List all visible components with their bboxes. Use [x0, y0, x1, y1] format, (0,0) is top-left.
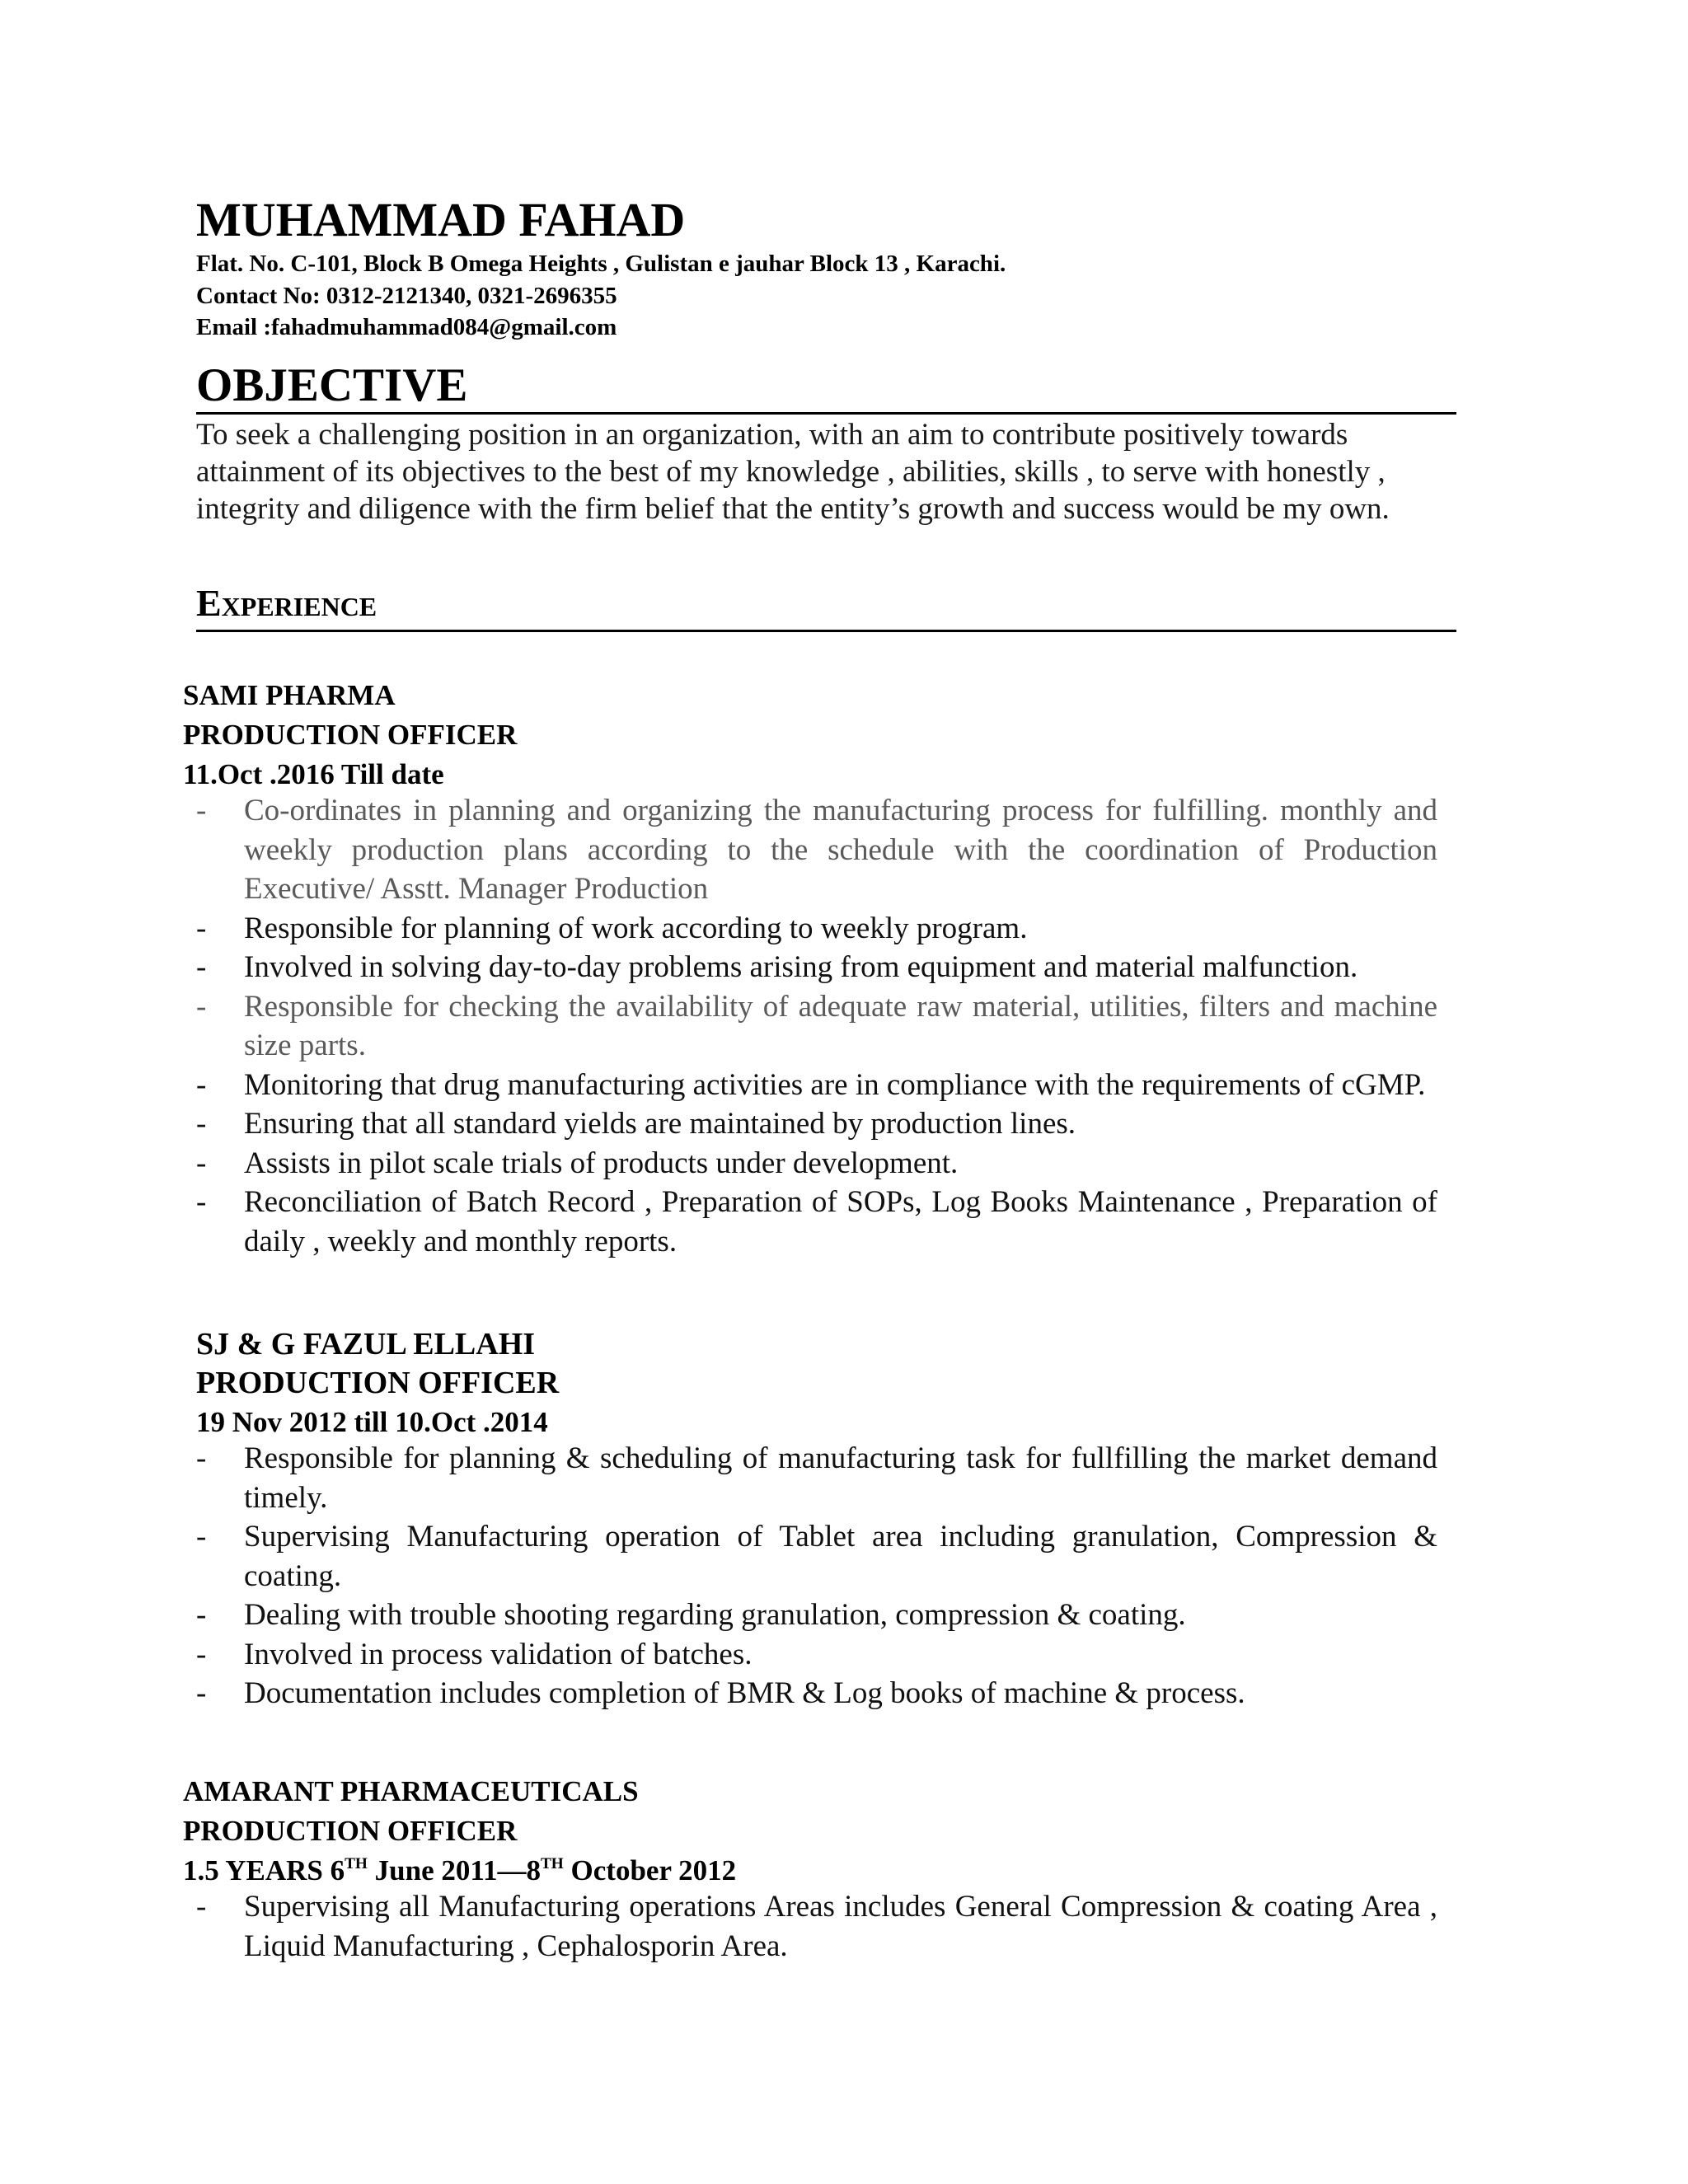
- objective-divider: [196, 412, 1456, 415]
- email-line: Email :fahadmuhammad084@gmail.com: [196, 314, 617, 340]
- job-dates: 11.Oct .2016 Till date: [183, 758, 444, 790]
- duty-item: - Dealing with trouble shooting regarding granulation, compression & coating.: [196, 1596, 1437, 1635]
- job-duties-list: [196, 1439, 1437, 1713]
- job-company: AMARANT PHARMACEUTICALS: [183, 1775, 639, 1807]
- duty-item: - Co-ordinates in planning and organizing the manufacturing process for fulfilling. monthly and weekly production plans according to the schedule with the coordination of Production Executive/ Asstt. Manager Production: [196, 791, 1437, 909]
- duty-item: - Supervising all Manufacturing operations Areas includes General Compression & coating Area , Liquid Manufacturing , Cephalosporin Area.: [196, 1887, 1437, 1966]
- job-dates: 1.5 YEARS 6TH June 2011—8TH October 2012: [183, 1854, 737, 1886]
- duty-item: - Assists in pilot scale trials of products under development.: [196, 1144, 1437, 1183]
- job-company: SJ & G FAZUL ELLAHI: [196, 1327, 536, 1361]
- contact-line: Contact No: 0312-2121340, 0321-2696355: [196, 283, 617, 309]
- duty-item: - Involved in solving day-to-day problems arising from equipment and material malfunction.: [196, 948, 1437, 987]
- job-duties-list: [196, 791, 1437, 1261]
- experience-divider: [196, 630, 1456, 632]
- duty-item: - Documentation includes completion of BMR & Log books of machine & process.: [196, 1674, 1437, 1713]
- job-duties-list: [196, 1887, 1437, 1966]
- duty-item: - Responsible for planning of work according to weekly program.: [196, 909, 1437, 949]
- duty-item: - Involved in process validation of batches.: [196, 1635, 1437, 1675]
- job-role: PRODUCTION OFFICER: [183, 719, 518, 751]
- job-company: SAMI PHARMA: [183, 679, 396, 711]
- job-role: PRODUCTION OFFICER: [183, 1815, 518, 1847]
- objective-heading: OBJECTIVE: [196, 359, 468, 411]
- candidate-name: MUHAMMAD FAHAD: [196, 193, 686, 246]
- duty-item: - Ensuring that all standard yields are maintained by production lines.: [196, 1104, 1437, 1144]
- objective-text: To seek a challenging position in an organization, with an aim to contribute positively towards attainment of its objectives to the best of my knowledge , abilities, skills , to serve with honestly , integrity and diligence with the firm belief that the entity’s growth and success would be my own.: [196, 418, 1390, 526]
- duty-item: - Responsible for checking the availability of adequate raw material, utilities, filters and machine size parts.: [196, 987, 1437, 1066]
- duty-item: - Reconciliation of Batch Record , Preparation of SOPs, Log Books Maintenance , Preparation of daily , weekly and monthly reports.: [196, 1183, 1437, 1261]
- address-line: Flat. No. C-101, Block B Omega Heights , Gulistan e jauhar Block 13 , Karachi.: [196, 251, 1006, 277]
- duty-item: - Monitoring that drug manufacturing activities are in compliance with the requirements of cGMP.: [196, 1066, 1437, 1105]
- experience-heading: Experience: [196, 582, 377, 624]
- job-role: PRODUCTION OFFICER: [196, 1366, 560, 1400]
- job-dates: 19 Nov 2012 till 10.Oct .2014: [196, 1406, 548, 1438]
- duty-item: - Responsible for planning & scheduling of manufacturing task for fullfilling the market demand timely.: [196, 1439, 1437, 1517]
- duty-item: - Supervising Manufacturing operation of Tablet area including granulation, Compression & coating.: [196, 1517, 1437, 1596]
